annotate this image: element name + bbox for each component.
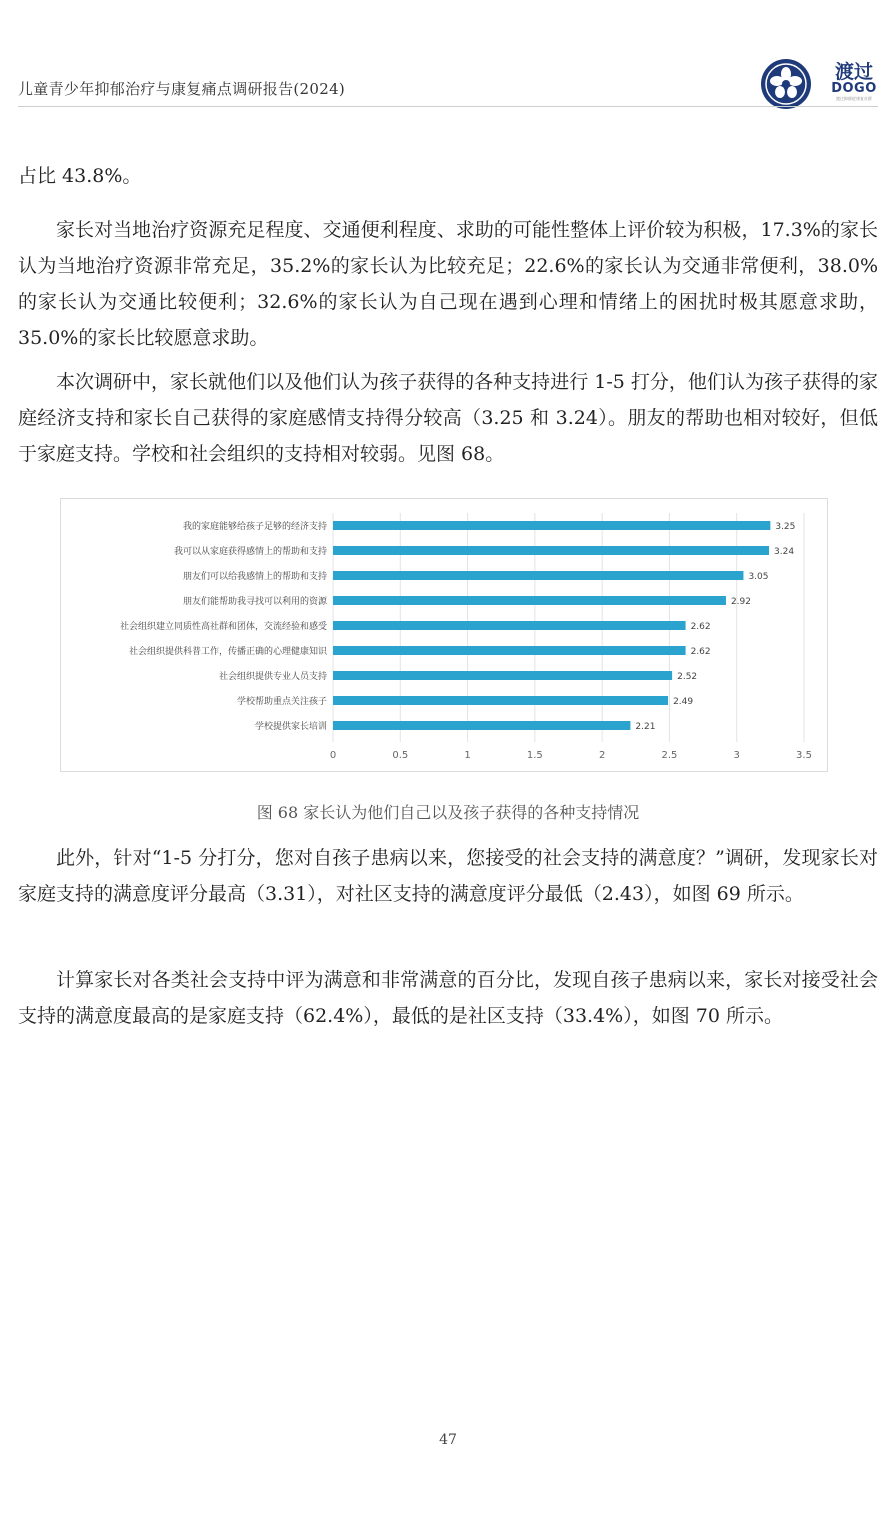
paragraph-4: 计算家长对各类社会支持中评为满意和非常满意的百分比，发现自孩子患病以来，家长对接受社会支持的满意度最高的是家庭支持（62.4%），最低的是社区支持（33.4%），如图 70 所示。 [18, 969, 878, 1027]
dogo-flower-logo-icon [760, 58, 812, 110]
value-label-8: 2.21 [635, 722, 656, 732]
x-tick-label-3: 1.5 [526, 750, 543, 761]
x-tick-label-7: 3.5 [796, 750, 812, 761]
chart-svg [61, 499, 827, 771]
category-label-2: 朋友们可以给我感情上的帮助和支持 [182, 572, 327, 582]
bar-1 [333, 546, 769, 555]
bar-8 [333, 721, 630, 730]
value-label-4: 2.62 [690, 622, 711, 632]
bar-2 [333, 571, 743, 580]
page-number: 47 [439, 1432, 457, 1448]
category-label-1: 我可以从家庭获得感情上的帮助和支持 [173, 547, 327, 557]
brand-small: 渡过抑郁症康复社群 [836, 96, 872, 101]
bar-0 [333, 521, 770, 530]
category-label-3: 朋友们能帮助我寻找可以利用的资源 [182, 597, 327, 607]
value-label-6: 2.52 [677, 672, 698, 682]
category-label-4: 社会组织建立同质性高社群和团体，交流经验和感受 [119, 622, 327, 632]
x-tick-label-1: 0.5 [392, 750, 409, 761]
category-label-0: 我的家庭能够给孩子足够的经济支持 [182, 522, 327, 532]
dogo-brand-logo [826, 62, 882, 102]
paragraph-3: 此外，针对“1-5 分打分，您对自孩子患病以来，您接受的社会支持的满意度？”调研，发现家长对家庭支持的满意度评分最高（3.31），对社区支持的满意度评分最低（2.43），如图 69 所示。 [18, 847, 878, 905]
bar-7 [333, 696, 668, 705]
value-label-0: 3.25 [775, 522, 796, 532]
category-label-8: 学校提供家长培训 [254, 722, 327, 732]
x-tick-label-6: 3 [733, 750, 740, 761]
paragraph-0: 占比 43.8%。 [18, 165, 142, 187]
x-tick-label-5: 2.5 [661, 750, 678, 761]
brand-cn: 渡过 [834, 61, 873, 83]
value-label-1: 3.24 [774, 547, 795, 557]
brand-en: DOGO [831, 81, 877, 96]
figure-caption: 图 68 家长认为他们自己以及孩子获得的各种支持情况 [256, 803, 640, 822]
paragraph-1: 家长对当地治疗资源充足程度、交通便利程度、求助的可能性整体上评价较为积极，17.3%的家长认为当地治疗资源非常充足，35.2%的家长认为比较充足；22.6%的家长认为交通非常便利，38.0%的家长认为交通比较便利；32.6%的家长认为自己现在遇到心理和情绪上的困扰时极其愿意求助，35.0%的家长比较愿意求助。 [18, 219, 878, 349]
value-label-5: 2.62 [690, 647, 711, 657]
report-title: 儿童青少年抑郁治疗与康复痛点调研报告(2024) [18, 80, 346, 98]
category-label-5: 社会组织提供科普工作，传播正确的心理健康知识 [128, 647, 327, 657]
header-divider [18, 106, 878, 107]
bar-4 [333, 621, 686, 630]
bar-6 [333, 671, 672, 680]
x-tick-label-0: 0 [329, 750, 337, 761]
support-bar-chart [60, 498, 828, 772]
value-label-3: 2.92 [730, 597, 751, 607]
category-label-7: 学校帮助重点关注孩子 [236, 697, 327, 707]
value-label-7: 2.49 [673, 697, 694, 707]
category-label-6: 社会组织提供专业人员支持 [218, 672, 327, 682]
paragraph-2: 本次调研中，家长就他们以及他们认为孩子获得的各种支持进行 1-5 打分，他们认为孩子获得的家庭经济支持和家长自己获得的家庭感情支持得分较高（3.25 和 3.24）。朋友的帮助也相对较好，但低于家庭支持。学校和社会组织的支持相对较弱。见图 68。 [18, 371, 878, 465]
bar-5 [333, 646, 686, 655]
x-tick-label-4: 2 [598, 750, 606, 761]
value-label-2: 3.05 [748, 572, 769, 582]
x-tick-label-2: 1 [464, 750, 471, 761]
bar-3 [333, 596, 726, 605]
